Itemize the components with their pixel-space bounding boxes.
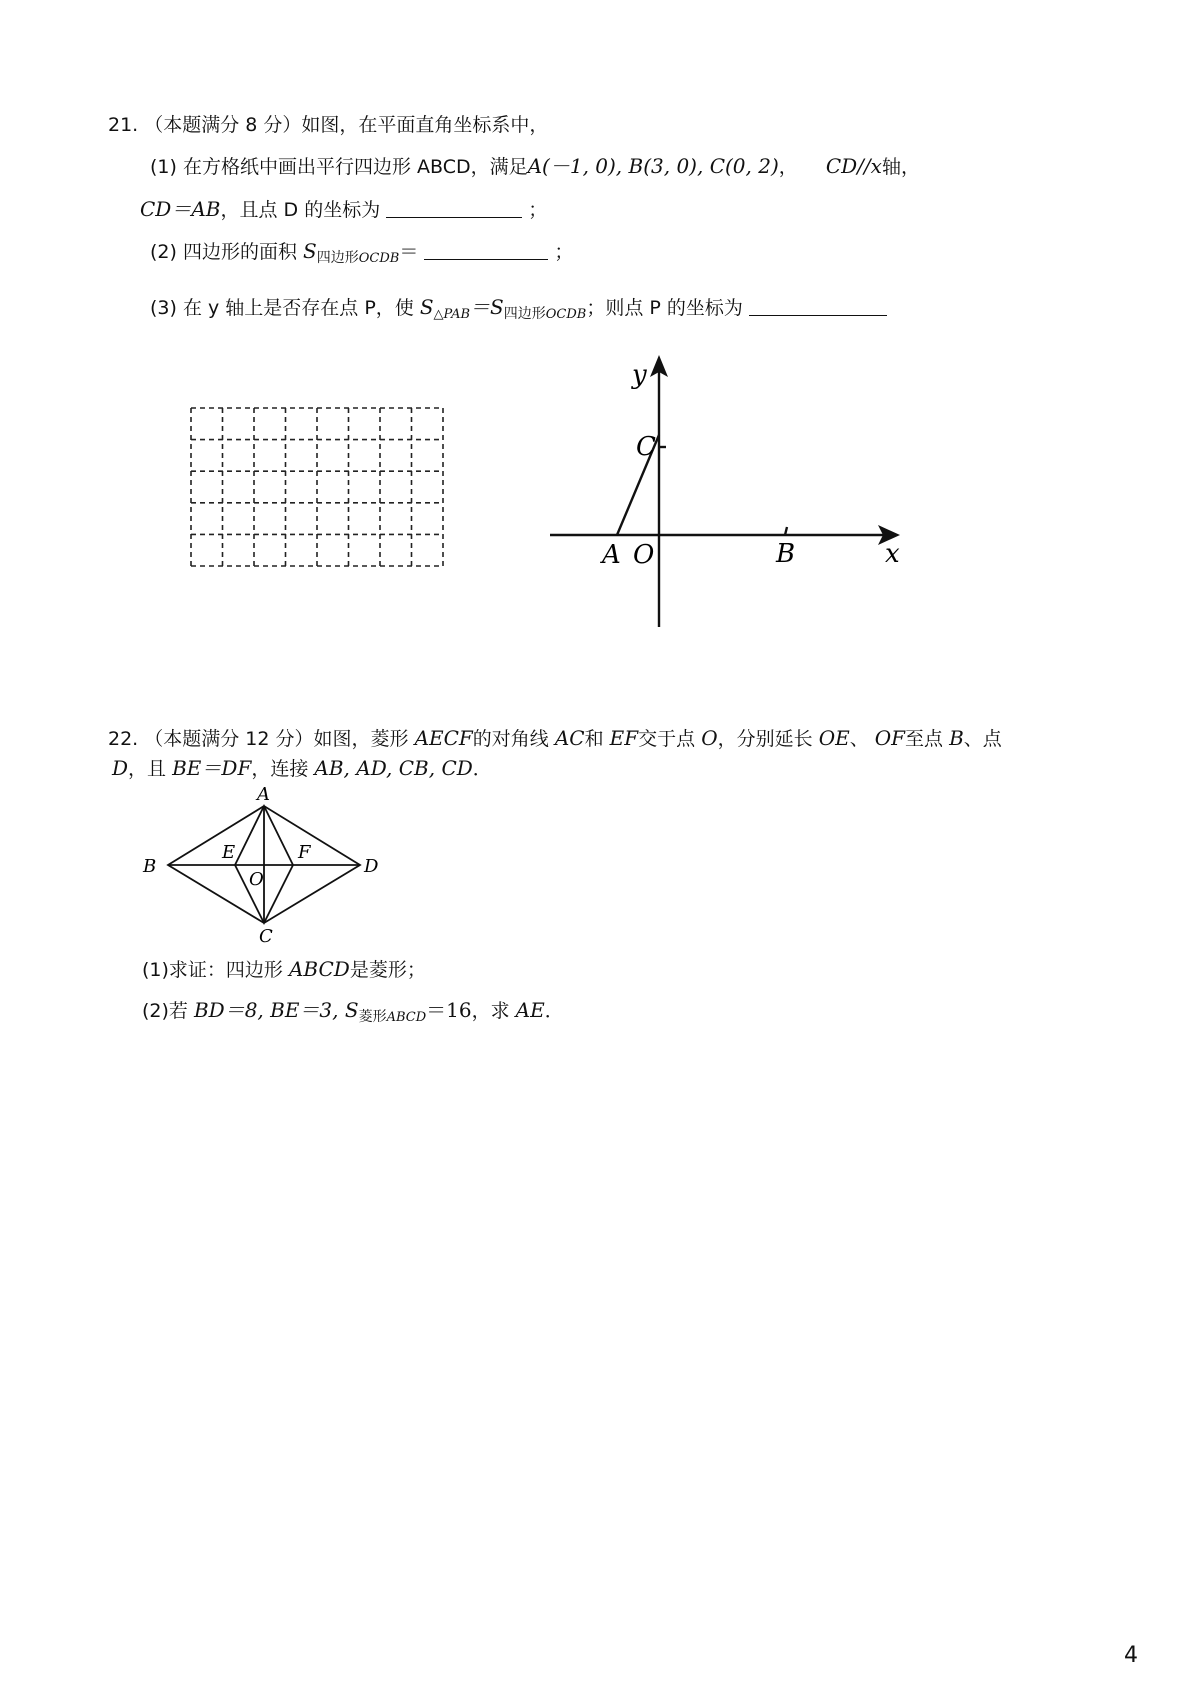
label-c: C [636,432,656,462]
label-y: y [632,360,647,390]
page-number: 4 [1124,1643,1138,1668]
rhombus-figure [138,782,408,944]
q21-part1-line2: CD＝AB，且点 D 的坐标为 ； [140,197,548,221]
q21-part2: (2) 四边形的面积 $S_{四边形OCDB}=$ ； [150,239,574,266]
q22-subquestion-2: (2)若 BD＝8, BE＝3, $S_{菱形ABCD}=16$，求 AE． [142,998,564,1025]
label-b: B [776,539,796,569]
label-a: A [257,784,270,805]
label-x: x [885,539,900,569]
q21-part1-line1: (1) 在方格纸中画出平行四边形 ABCD，满足A(－1, 0), B(3, 0), C(0, 2)， CD//x轴， [150,154,920,178]
label-o: O [249,869,264,890]
q21-header: 21. （本题满分 8 分）如图，在平面直角坐标系中， [108,114,549,136]
answer-blank-d[interactable] [386,199,522,218]
label-a: A [602,540,621,570]
q22-header-line1: 22. （本题满分 12 分）如图，菱形 AECF的对角线 AC和 EF交于点 O，分别延长 OE、 OF至点 B、点 [108,726,1002,750]
answer-blank-area[interactable] [424,241,548,260]
q22-subquestion-1: (1)求证：四边形 ABCD是菱形； [142,957,426,981]
label-c: C [259,926,273,944]
label-o: O [633,540,655,570]
label-b: B [143,856,157,877]
label-e: E [222,842,236,863]
q22-header-line2: D，且 BE＝DF，连接 AB, AD, CB, CD． [112,756,492,780]
grid-paper[interactable] [188,404,450,576]
label-d: D [364,856,379,877]
answer-blank-p[interactable] [749,297,887,316]
label-f: F [298,842,311,863]
q21-part3: (3) 在 y 轴上是否存在点 P，使 $S_{\triangle PAB}=S_{四边形OCDB}$；则点 P 的坐标为 [150,294,887,328]
coordinate-figure [540,355,920,635]
